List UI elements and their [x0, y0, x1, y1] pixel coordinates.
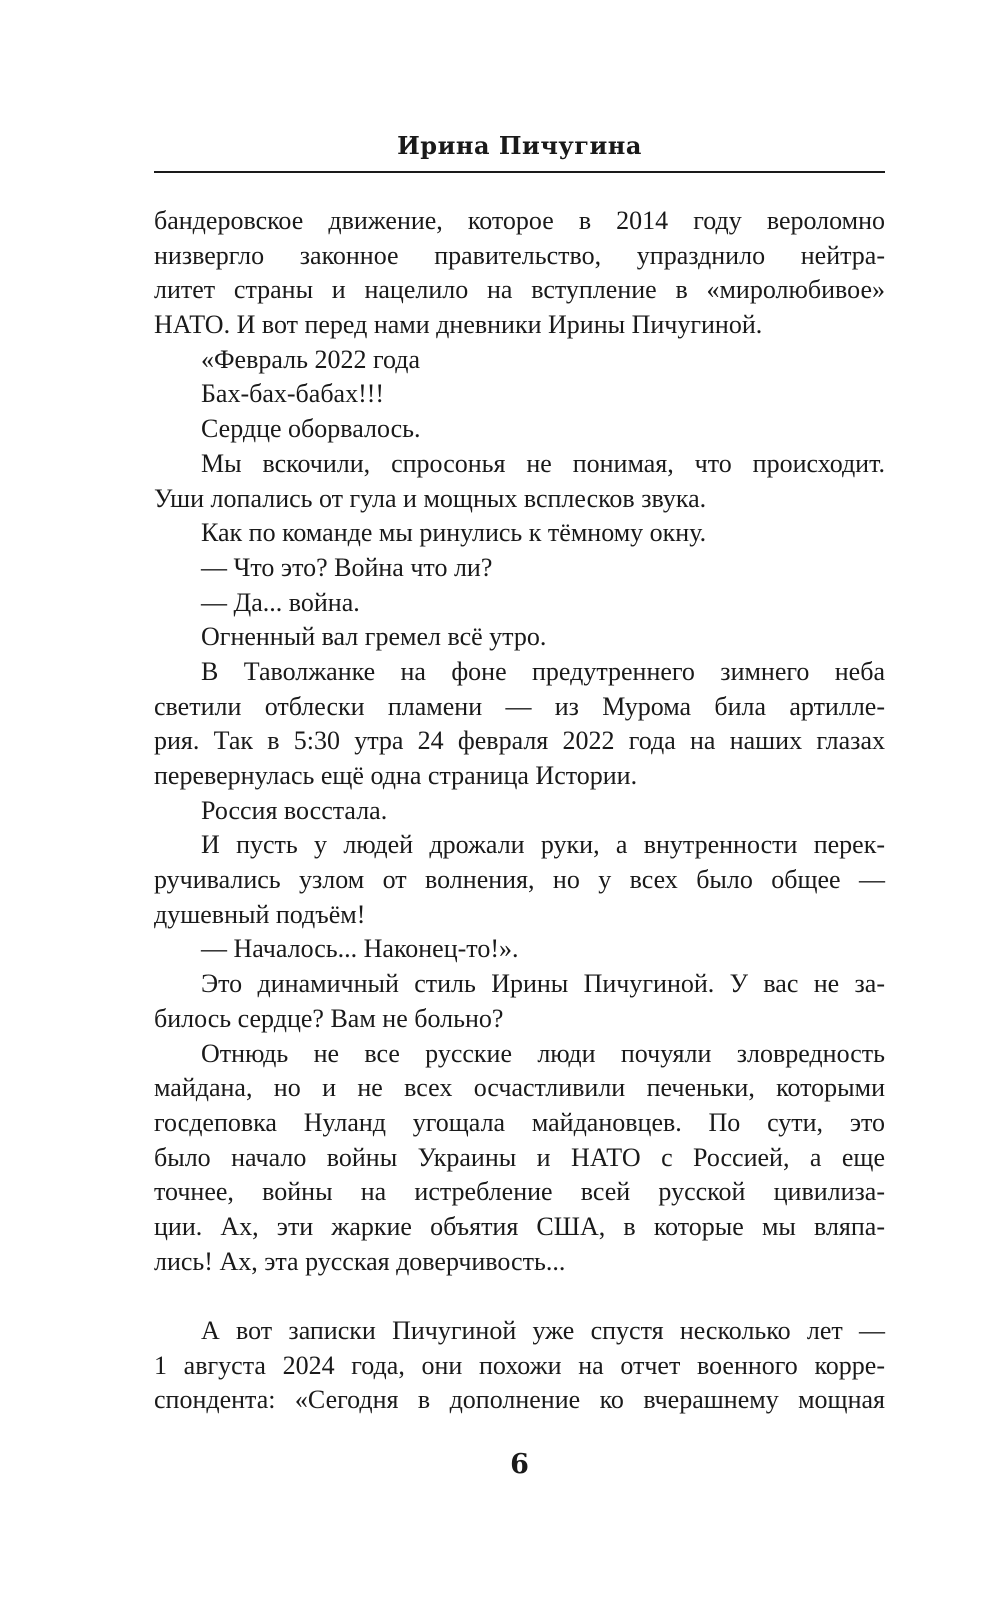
text-line: ручивались узлом от волнения, но у всех было общее —: [154, 865, 885, 895]
text-line: светили отблески пламени — из Мурома била артилле-: [154, 691, 885, 721]
text-line: низвергло законное правительство, упразднило нейтра-: [154, 240, 885, 270]
text-line: Мы вскочили, спросонья не понимая, что происходит.: [201, 448, 885, 478]
running-head-author: Ирина Пичугина: [397, 131, 642, 160]
text-line: Огненный вал гремел всё утро.: [201, 622, 547, 652]
text-line: 1 августа 2024 года, они похожи на отчет военного корре-: [154, 1350, 885, 1380]
text-line: — Да... война.: [201, 587, 360, 617]
text-line: НАТО. И вот перед нами дневники Ирины Пичугиной.: [154, 310, 763, 340]
text-line: билось сердце? Вам не больно?: [154, 1003, 504, 1033]
text-line: Уши лопались от гула и мощных всплесков звука.: [154, 483, 707, 513]
text-line: госдеповка Нуланд угощала майдановцев. По сути, это: [154, 1107, 885, 1137]
text-line: «Февраль 2022 года: [201, 344, 420, 374]
text-line: перевернулась ещё одна страница Истории.: [154, 761, 638, 790]
header-rule: [154, 171, 885, 173]
text-line: А вот записки Пичугиной уже спустя несколько лет —: [201, 1316, 885, 1345]
text-line: Отнюдь не все русские люди почуяли зловредность: [201, 1038, 885, 1068]
text-line: Сердце оборвалось.: [201, 414, 421, 444]
body-text: [154, 204, 885, 1418]
paragraph-gap: [154, 1279, 885, 1314]
text-line: ции. Ах, эти жаркие объятия США, в которые мы вляпа-: [154, 1211, 885, 1241]
text-line: — Началось... Наконец-то!».: [201, 934, 519, 964]
text-line: спондента: «Сегодня в дополнение ко вчерашнему мощная: [154, 1385, 885, 1415]
text-line: бандеровское движение, которое в 2014 году вероломно: [154, 206, 885, 235]
text-line: точнее, войны на истребление всей русской цивилиза-: [154, 1177, 885, 1207]
text-line: лись! Ах, эта русская доверчивость...: [154, 1246, 566, 1276]
text-line: В Таволжанке на фоне предутреннего зимнего неба: [201, 656, 885, 686]
text-line: душевный подъём!: [154, 899, 366, 929]
text-line: И пусть у людей дрожали руки, а внутренности перек-: [201, 830, 885, 860]
text-line: рия. Так в 5:30 утра 24 февраля 2022 года на наших глазах: [154, 726, 885, 756]
text-line: было начало войны Украины и НАТО с Россией, а еще: [154, 1142, 885, 1172]
text-line: Как по команде мы ринулись к тёмному окну.: [201, 518, 707, 548]
text-line: литет страны и нацелило на вступление в «миролюбивое»: [154, 275, 885, 305]
text-line: Россия восстала.: [201, 795, 388, 825]
text-line: Это динамичный стиль Ирины Пичугиной. У вас не за-: [201, 969, 885, 999]
text-line: — Что это? Война что ли?: [201, 552, 493, 582]
text-line: Бах-бах-бабах!!!: [201, 379, 385, 409]
text-line: майдана, но и не всех осчастливили печеньки, которыми: [154, 1073, 885, 1103]
page-number: 6: [510, 1449, 529, 1480]
